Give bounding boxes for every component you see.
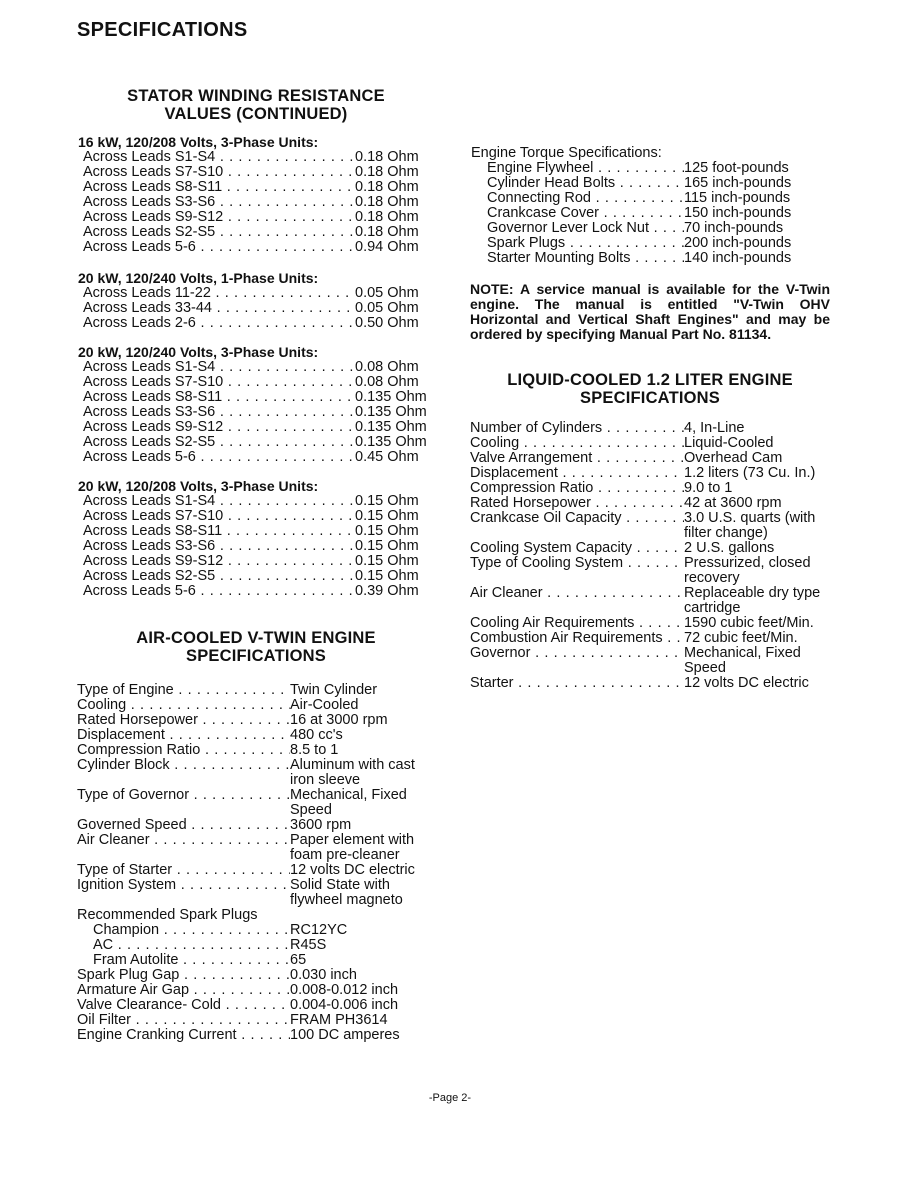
spec-label: Cooling System Capacity . . . [470,541,684,556]
spec-value: 16 at 3000 rpm [290,712,388,728]
spec-label: Oil Filter . . . [77,1013,290,1028]
spec-row [77,968,440,983]
spec-value: 0.135 Ohm [355,389,427,405]
spec-label: Type of Engine . . . [77,683,290,698]
spec-value: 1.2 liters (73 Cu. In.) [684,465,816,481]
spec-value: 0.15 Ohm [355,523,419,539]
air-cooled-spec-table [77,683,440,1043]
spec-label: Across Leads S3-S6 . . . [83,405,355,420]
spec-value: 3600 rpm [290,817,352,833]
spec-label: Starter . . . [470,676,684,691]
spec-row [83,360,440,375]
spec-row [77,728,440,743]
spec-label: Armature Air Gap . . . [77,983,290,998]
spec-row [470,421,829,436]
spec-label: Spark Plugs . . . [487,236,684,251]
spec-label: Champion . . . [93,923,290,938]
spec-value: Overhead Cam [684,450,783,466]
spec-value: 0.15 Ohm [355,568,419,584]
spec-value: 1590 cubic feet/Min. [684,615,814,631]
stator-heading [77,87,435,123]
stator-group-table [83,494,440,599]
spec-value: 0.030 inch [290,967,357,983]
spec-row [77,818,440,833]
spec-value: 0.15 Ohm [355,493,419,509]
spec-value: 125 foot-pounds [684,160,789,176]
stator-group-header: 20 kW, 120/208 Volts, 3-Phase Units: [78,478,319,494]
spec-row [77,1028,440,1043]
spec-label: Across Leads S8-S11 . . . [83,180,355,195]
spec-row [487,236,824,251]
spec-value: 12 volts DC electric [684,675,809,691]
spec-value: Mechanical, Fixed Speed [684,645,801,676]
spec-row [83,286,440,301]
spec-label: Ignition System . . . [77,878,290,893]
spec-label: Cylinder Block . . . [77,758,290,773]
page-number: -Page 2- [428,1092,472,1104]
spec-label: Connecting Rod . . . [487,191,684,206]
spec-label: Cooling Air Requirements . . . [470,616,684,631]
spec-row [77,908,440,923]
air-cooled-heading-line2: SPECIFICATIONS [185,647,326,665]
spec-value: 0.18 Ohm [355,224,419,240]
spec-value: Aluminum with cast iron sleeve [290,757,415,788]
spec-row [83,180,440,195]
spec-row [487,161,824,176]
spec-row [470,631,829,646]
spec-row [470,511,829,541]
stator-group-header: 20 kW, 120/240 Volts, 1-Phase Units: [78,270,319,286]
spec-value: R45S [290,937,327,953]
spec-value: 100 DC amperes [290,1027,400,1043]
spec-value: 0.15 Ohm [355,553,419,569]
spec-row [83,509,440,524]
spec-label: Across Leads S7-S10 . . . [83,165,355,180]
spec-row [83,316,440,331]
spec-row [470,586,829,616]
spec-label: Across Leads S1-S4 . . . [83,360,355,375]
liquid-cooled-heading [465,371,835,407]
spec-label: Number of Cylinders . . . [470,421,684,436]
spec-label: Crankcase Cover . . . [487,206,684,221]
spec-label: Rated Horsepower . . . [77,713,290,728]
spec-value: 0.05 Ohm [355,285,419,301]
spec-label: Governor . . . [470,646,684,661]
spec-label: Displacement . . . [77,728,290,743]
spec-value: 0.18 Ohm [355,149,419,165]
spec-label: Across Leads S2-S5 . . . [83,569,355,584]
spec-label: Across Leads S8-S11 . . . [83,390,355,405]
spec-value: 0.004-0.006 inch [290,997,399,1013]
spec-row [77,683,440,698]
spec-label: Valve Arrangement . . . [470,451,684,466]
spec-row [77,953,440,968]
spec-label: Rated Horsepower . . . [470,496,684,511]
air-cooled-heading-line1: AIR-COOLED V-TWIN ENGINE [136,629,376,647]
spec-label: Air Cleaner . . . [470,586,684,601]
spec-value: 480 cc's [290,727,343,743]
spec-value: Pressurized, closed recovery [684,555,811,586]
spec-label: AC . . . [93,938,290,953]
air-cooled-heading [77,629,435,665]
spec-value: 0.135 Ohm [355,434,427,450]
spec-row [470,541,829,556]
spec-value: 12 volts DC electric [290,862,415,878]
spec-row [77,923,440,938]
spec-row [83,225,440,240]
spec-value: 0.50 Ohm [355,315,419,331]
spec-row [470,481,829,496]
spec-row [83,195,440,210]
spec-value: 0.18 Ohm [355,209,419,225]
spec-row [83,165,440,180]
spec-label: Cooling . . . [77,698,290,713]
spec-label: Across Leads S2-S5 . . . [83,225,355,240]
spec-value: 0.94 Ohm [355,239,419,255]
spec-row [83,240,440,255]
spec-row [83,554,440,569]
spec-row [83,569,440,584]
spec-value: 0.15 Ohm [355,508,419,524]
spec-label: Compression Ratio . . . [470,481,684,496]
spec-label: Type of Cooling System . . . [470,556,684,571]
spec-label: Across Leads 5-6 . . . [83,240,355,255]
spec-value: 0.15 Ohm [355,538,419,554]
spec-value: Air-Cooled [290,697,359,713]
spec-label: Across Leads 11-22 . . . [83,286,355,301]
spec-value: 65 [290,952,307,968]
spec-label: Compression Ratio . . . [77,743,290,758]
spec-label: Spark Plug Gap . . . [77,968,290,983]
spec-row [83,150,440,165]
spec-value: 0.18 Ohm [355,179,419,195]
spec-row [83,420,440,435]
spec-row [83,450,440,465]
spec-row [83,524,440,539]
spec-value: Replaceable dry type cartridge [684,585,821,616]
spec-value: 0.08 Ohm [355,359,419,375]
spec-label: Across Leads S9-S12 . . . [83,554,355,569]
spec-value: Paper element with foam pre-cleaner [290,832,415,863]
spec-label: Crankcase Oil Capacity . . . [470,511,684,526]
stator-group-table [83,150,440,255]
spec-label: Across Leads S9-S12 . . . [83,420,355,435]
spec-row [83,375,440,390]
spec-row [470,616,829,631]
torque-spec-table [487,161,824,266]
spec-row [77,938,440,953]
stator-heading-line1: STATOR WINDING RESISTANCE [127,87,385,105]
spec-value: 0.18 Ohm [355,194,419,210]
spec-row [77,743,440,758]
spec-value: 140 inch-pounds [684,250,792,266]
spec-value: 70 inch-pounds [684,220,784,236]
liquid-cooled-heading-line2: SPECIFICATIONS [579,389,720,407]
spec-row [83,539,440,554]
spec-label: Recommended Spark Plugs [77,908,258,923]
spec-label: Cylinder Head Bolts . . . [487,176,684,191]
spec-value: 0.45 Ohm [355,449,419,465]
spec-value: Mechanical, Fixed Speed [290,787,407,818]
spec-row [470,436,829,451]
spec-row [470,646,829,676]
spec-row [77,788,440,818]
spec-row [487,176,824,191]
spec-value: Solid State with flywheel magneto [290,877,403,908]
spec-label: Across Leads S3-S6 . . . [83,539,355,554]
spec-value: 42 at 3600 rpm [684,495,782,511]
spec-label: Valve Clearance- Cold . . . [77,998,290,1013]
spec-value: 0.18 Ohm [355,164,419,180]
spec-label: Combustion Air Requirements . . . [470,631,684,646]
spec-label: Across Leads S9-S12 . . . [83,210,355,225]
spec-row [77,833,440,863]
spec-label: Across Leads 2-6 . . . [83,316,355,331]
spec-row [83,584,440,599]
spec-label: Type of Starter . . . [77,863,290,878]
stator-group-header: 20 kW, 120/240 Volts, 3-Phase Units: [78,344,319,360]
spec-label: Starter Mounting Bolts . . . [487,251,684,266]
spec-label: Across Leads 5-6 . . . [83,450,355,465]
spec-row [470,556,829,586]
spec-value: 0.08 Ohm [355,374,419,390]
spec-value: RC12YC [290,922,348,938]
service-manual-note: NOTE: A service manual is available for the V-Twin engine. The manual is entitled "V-Twin OHV Horizontal and Vertical Shaft Engines" and may be ordered by specifying Manual Part No. 81134. [470,281,830,342]
spec-label: Engine Cranking Current . . . [77,1028,290,1043]
spec-label: Across Leads S1-S4 . . . [83,494,355,509]
spec-row [83,494,440,509]
spec-label: Across Leads 33-44 . . . [83,301,355,316]
spec-row [77,863,440,878]
spec-row [83,405,440,420]
spec-label: Across Leads S3-S6 . . . [83,195,355,210]
spec-row [77,758,440,788]
spec-value: 0.008-0.012 inch [290,982,399,998]
spec-value: FRAM PH3614 [290,1012,388,1028]
stator-group-table [83,360,440,465]
stator-group-header: 16 kW, 120/208 Volts, 3-Phase Units: [78,134,319,150]
spec-label: Displacement . . . [470,466,684,481]
spec-value: 8.5 to 1 [290,742,339,758]
spec-row [83,301,440,316]
spec-value: 150 inch-pounds [684,205,792,221]
spec-row [83,210,440,225]
spec-row [487,251,824,266]
liquid-cooled-heading-line1: LIQUID-COOLED 1.2 LITER ENGINE [507,371,793,389]
spec-row [487,206,824,221]
spec-label: Governor Lever Lock Nut . . . [487,221,684,236]
spec-label: Engine Flywheel . . . [487,161,684,176]
spec-label: Air Cleaner . . . [77,833,290,848]
spec-value: 0.135 Ohm [355,419,427,435]
spec-value: Liquid-Cooled [684,435,774,451]
spec-row [77,983,440,998]
spec-value: 9.0 to 1 [684,480,733,496]
spec-value: 0.135 Ohm [355,404,427,420]
spec-label: Across Leads 5-6 . . . [83,584,355,599]
spec-value: 0.39 Ohm [355,583,419,599]
spec-row [487,221,824,236]
spec-row [470,466,829,481]
spec-label: Across Leads S8-S11 . . . [83,524,355,539]
spec-row [487,191,824,206]
liquid-cooled-spec-table [470,421,829,691]
spec-label: Fram Autolite . . . [93,953,290,968]
page-title: SPECIFICATIONS [77,19,248,41]
spec-row [470,496,829,511]
spec-value: 3.0 U.S. quarts (with filter change) [684,510,816,541]
spec-value: 4, In-Line [684,420,745,436]
spec-row [77,998,440,1013]
torque-header: Engine Torque Specifications: [471,145,662,161]
spec-label: Cooling . . . [470,436,684,451]
spec-row [77,713,440,728]
spec-row [83,435,440,450]
spec-label: Type of Governor . . . [77,788,290,803]
spec-label: Across Leads S7-S10 . . . [83,375,355,390]
spec-row [470,676,829,691]
spec-label: Across Leads S7-S10 . . . [83,509,355,524]
spec-value: 200 inch-pounds [684,235,792,251]
spec-row [83,390,440,405]
spec-row [77,1013,440,1028]
spec-label: Governed Speed . . . [77,818,290,833]
spec-label: Across Leads S1-S4 . . . [83,150,355,165]
spec-row [77,698,440,713]
spec-row [77,878,440,908]
spec-value: 115 inch-pounds [684,190,791,206]
spec-value: Twin Cylinder [290,682,378,698]
spec-value: 0.05 Ohm [355,300,419,316]
spec-value: 72 cubic feet/Min. [684,630,798,646]
spec-value: 165 inch-pounds [684,175,792,191]
stator-heading-line2: VALUES (CONTINUED) [164,105,348,123]
spec-row [470,451,829,466]
stator-group-table [83,286,440,331]
spec-label: Across Leads S2-S5 . . . [83,435,355,450]
spec-value: 2 U.S. gallons [684,540,775,556]
